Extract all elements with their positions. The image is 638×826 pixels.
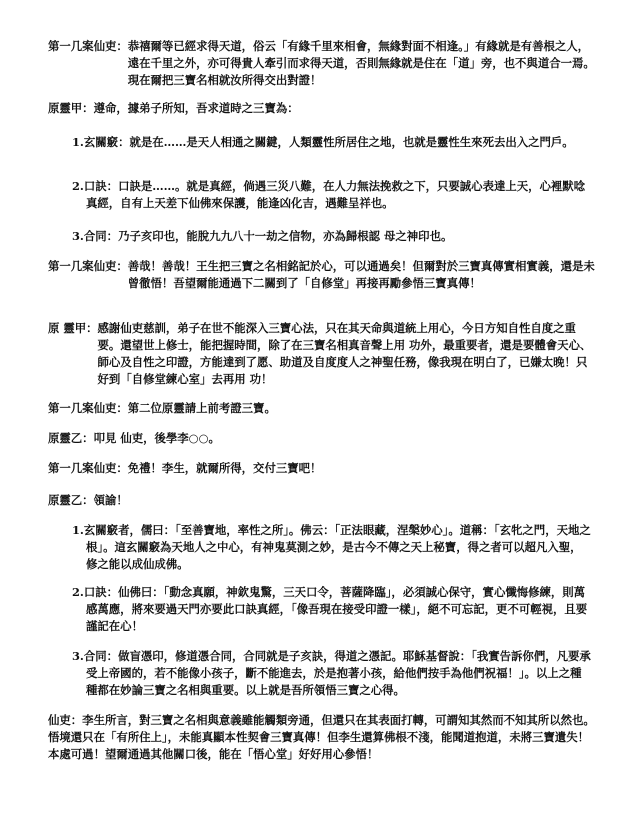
dialogue-paragraph [48, 320, 596, 388]
dialogue-paragraph [48, 258, 596, 292]
dialogue-paragraph [48, 38, 596, 89]
dialogue-text: 叩見 仙吏，後學李○○。 [93, 431, 220, 445]
dialogue-paragraph [48, 100, 596, 117]
closing-paragraph: 仙吏：李生所言，對三寶之名相與意義雖能觸類旁通，但還只在其表面打轉，可謂知其然而不知其所以然也。悟境還只在「有所住上」，未能真顯本性契會三寶真傳！但李生還算佛根不淺，能聞道抱道，未將三寶遺失！本處可過！望爾通過其他關口後，能在「悟心堂」好好用心參悟！ [48, 713, 595, 761]
speaker-label: 第一几案仙吏： [48, 461, 128, 475]
list-item: 2.口訣：口訣是……。就是真經，倘遇三災八難，在人力無法挽救之下，只要誠心表達上天，心裡默唸真經，自有上天差下仙佛來保護，能逢凶化吉，遇難呈祥也。 [72, 179, 586, 210]
dialogue-paragraph [48, 460, 596, 477]
list-item: 3.合同：乃子亥印也，能脫九九八十一劫之信物，亦為歸根認 母之神印也。 [72, 229, 453, 243]
dialogue-text: 領諭！ [93, 493, 128, 507]
speaker-label: 原靈乙： [48, 431, 94, 445]
dialogue-paragraph [48, 492, 596, 509]
speaker-label: 原靈乙： [48, 493, 94, 507]
speaker-label: 第一几案仙吏： [48, 259, 128, 273]
list-item: 1.玄關竅者，儒曰：「至善寶地，率性之所」。佛云：「正法眼藏，涅槃妙心」。道稱：「玄牝之門，天地之根」。這玄關竅為天地人之中心，有神鬼莫測之妙，是古今不傳之天上秘寶，得之者可以超凡入聖，修之能以成仙成佛。 [72, 523, 591, 571]
dialogue-text: 恭禧爾等已經求得天道，俗云「有緣千里來相會，無緣對面不相逢。」有緣就是有善根之人，遠在千里之外，亦可得貴人牽引而求得天道，否則無緣就是住在「道」旁，也不與道合一焉。現在爾把三寶名相就汝所得交出對證！ [127, 39, 595, 87]
speaker-label: 原 靈甲： [48, 321, 98, 335]
dialogue-text: 免禮！李生，就爾所得，交付三寶吧！ [127, 461, 322, 475]
list-item: 3.合同：做盲憑印，修道憑合同，合同就是子亥訣，得道之憑記。耶穌基督說：「我實告訴你們，凡要承受上帝國的，若不能像小孩子，斷不能進去，於是抱著小孩，給他們按手為他們祝福！」。以上之種種都在妙論三寶之名相與重要。以上就是吾所領悟三寶之心得。 [72, 649, 591, 697]
dialogue-paragraph [48, 430, 596, 447]
list-item: 1.玄關竅：就是在……是天人相通之關鍵，人類靈性所居住之地，也就是靈性生來死去出入之門戶。 [72, 135, 574, 149]
list-item: 2.口訣：仙佛曰：「動念真願，神欽鬼驚，三天口令，菩薩降臨」，必須誠心保守，實心懺悔修練，則萬感萬應，將來要過天門亦要此口訣真經，「像吾現在接受印證一樣」，絕不可忘記，更不可輕視，且要謹記在心！ [72, 585, 588, 633]
dialogue-paragraph [48, 400, 596, 417]
dialogue-text: 感謝仙吏慈訓，弟子在世不能深入三寶心法，只在其天命與道統上用心，今日方知自性自度之重要。還望世上修士，能把握時間，除了在三寶名相真音聲上用 功外，最重要者，還是要體會天心、師心及自性之印證，方能達到了愿、助道及自度度人之神聖任務，像我現在明白了，已嫌太晚！只好到「自修堂練心室」去再用 功！ [97, 321, 592, 386]
speaker-label: 第一几案仙吏： [48, 401, 128, 415]
dialogue-text: 善哉！善哉！王生把三寶之名相銘記於心，可以通過矣！但爾對於三寶真傳實相實義，還是未曾徹悟！吾望爾能通過下二關到了「自修堂」再接再勵參悟三寶真傳！ [127, 259, 595, 290]
dialogue-text: 遵命，據弟子所知，吾求道時之三寶為： [93, 101, 299, 115]
speaker-label: 第一几案仙吏： [48, 39, 128, 53]
speaker-label: 原靈甲： [48, 101, 94, 115]
dialogue-text: 第二位原靈請上前考證三寶。 [127, 401, 276, 415]
